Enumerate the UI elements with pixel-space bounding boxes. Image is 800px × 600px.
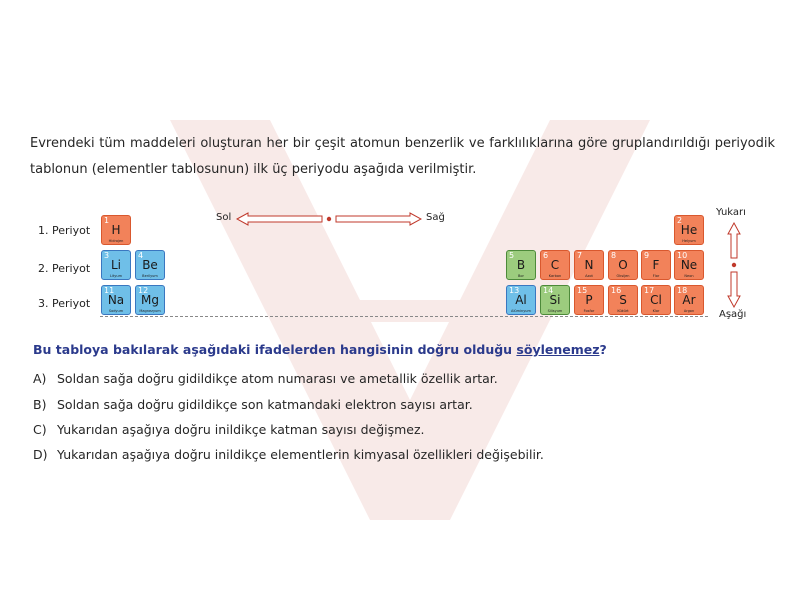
element-name: Oksijen (616, 274, 630, 278)
element-name: Magnezyum (139, 309, 161, 313)
element-cell-cl (641, 285, 671, 315)
element-symbol: S (619, 293, 627, 307)
option-text: Soldan sağa doğru gidildikçe son katmandaki elektron sayısı artar. (57, 397, 473, 412)
element-symbol: P (585, 293, 593, 307)
element-name: Neon (684, 274, 694, 278)
direction-label-down: Aşağı (719, 309, 747, 320)
direction-label-right: Sağ (426, 212, 445, 223)
atomic-number: 15 (577, 286, 588, 295)
atomic-number: 17 (644, 286, 655, 295)
atomic-number: 14 (543, 286, 554, 295)
element-cell-na (101, 285, 131, 315)
atomic-number: 12 (138, 286, 149, 295)
element-symbol: C (550, 258, 560, 272)
horizontal-arrow-icon (236, 211, 422, 227)
element-name: Kükürt (617, 309, 629, 313)
element-name: Flor (652, 274, 660, 278)
element-symbol: O (618, 258, 628, 272)
question-stem (33, 342, 607, 357)
atomic-number: 13 (509, 286, 520, 295)
element-name: Azot (585, 274, 593, 278)
element-cell-n (574, 250, 604, 280)
atomic-number: 11 (104, 286, 115, 295)
element-name: Helyum (682, 239, 696, 243)
element-symbol: Ne (680, 258, 698, 272)
element-cell-h (101, 215, 131, 245)
atomic-number: 2 (677, 216, 683, 225)
element-symbol: Al (515, 293, 527, 307)
option-text: Soldan sağa doğru gidildikçe atom numarası ve ametallik özellik artar. (57, 371, 498, 386)
element-cell-ne (674, 250, 704, 280)
option-text: Yukarıdan aşağıya doğru inildikçe katman sayısı değişmez. (57, 422, 425, 437)
element-cell-li (101, 250, 131, 280)
element-symbol: Si (549, 293, 561, 307)
element-cell-c (540, 250, 570, 280)
option-letter: C) (33, 422, 47, 437)
element-name: Karbon (548, 274, 562, 278)
atomic-number: 4 (138, 251, 144, 260)
element-symbol: Ar (682, 293, 696, 307)
answer-option-d[interactable] (33, 447, 544, 462)
element-name: Fosfor (583, 309, 595, 313)
question-text: Bu tabloya bakılarak aşağıdaki ifadelerden hangisinin doğru olduğu (33, 342, 517, 357)
element-cell-ar (674, 285, 704, 315)
element-symbol: N (584, 258, 594, 272)
element-cell-mg (135, 285, 165, 315)
atomic-number: 3 (104, 251, 110, 260)
intro-paragraph: Evrendeki tüm maddeleri oluşturan her bir çeşit atomun benzerlik ve farklılıklarına göre gruplandırıldığı periyodik tablonun (elementler tablosunun) ilk üç periyodu aşağıda verilmiştir. (30, 136, 775, 177)
element-cell-f (641, 250, 671, 280)
element-symbol: B (516, 258, 526, 272)
table-divider (100, 316, 708, 317)
answer-option-a[interactable] (33, 371, 498, 386)
element-symbol: H (111, 223, 121, 237)
element-symbol: He (680, 223, 698, 237)
direction-label-up: Yukarı (716, 207, 746, 218)
element-cell-s (608, 285, 638, 315)
element-symbol: Li (110, 258, 122, 272)
direction-label-left: Sol (216, 212, 232, 223)
element-name: Lityum (110, 274, 122, 278)
atomic-number: 6 (543, 251, 549, 260)
element-symbol: F (652, 258, 660, 272)
element-symbol: Na (107, 293, 125, 307)
element-name: Klor (652, 309, 660, 313)
element-symbol: Cl (650, 293, 662, 307)
question-mark: ? (599, 342, 607, 357)
period-label-2: 2. Periyot (38, 262, 91, 275)
answer-option-b[interactable] (33, 397, 473, 412)
atomic-number: 10 (677, 251, 688, 260)
element-name: Berilyum (142, 274, 158, 278)
element-name: Silisyum (547, 309, 563, 313)
element-symbol: Mg (141, 293, 159, 307)
period-label-1: 1. Periyot (38, 224, 91, 237)
element-name: Bor (518, 274, 524, 278)
element-name: Alüminyum (511, 309, 531, 313)
element-name: Argon (683, 309, 695, 313)
atomic-number: 18 (677, 286, 688, 295)
element-symbol: Be (142, 258, 158, 272)
option-letter: A) (33, 371, 47, 386)
answer-option-c[interactable] (33, 422, 425, 437)
element-cell-he (674, 215, 704, 245)
element-name: Sodyum (108, 309, 124, 313)
option-text: Yukarıdan aşağıya doğru inildikçe elementlerin kimyasal özellikleri değişebilir. (57, 447, 544, 462)
atomic-number: 7 (577, 251, 583, 260)
element-cell-al (506, 285, 536, 315)
option-letter: B) (33, 397, 47, 412)
question-emphasis: söylenemez (516, 342, 600, 357)
element-cell-o (608, 250, 638, 280)
atomic-number: 1 (104, 216, 110, 225)
atomic-number: 16 (611, 286, 622, 295)
vertical-arrow-icon (726, 222, 742, 308)
element-cell-b (506, 250, 536, 280)
element-cell-p (574, 285, 604, 315)
option-letter: D) (33, 447, 48, 462)
atomic-number: 9 (644, 251, 650, 260)
period-label-3: 3. Periyot (38, 297, 91, 310)
atomic-number: 8 (611, 251, 617, 260)
element-name: Hidrojen (108, 239, 124, 243)
element-cell-si (540, 285, 570, 315)
atomic-number: 5 (509, 251, 515, 260)
element-cell-be (135, 250, 165, 280)
